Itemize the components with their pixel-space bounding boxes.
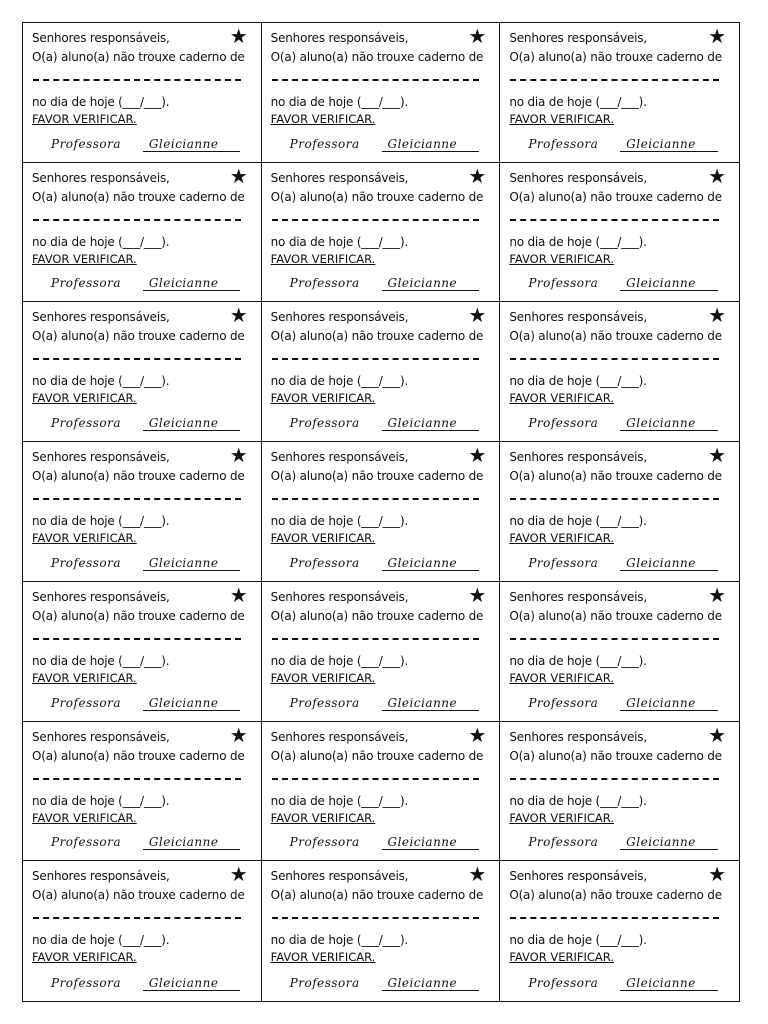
star-icon: ★	[708, 443, 726, 468]
message-text: O(a) aluno(a) não trouxe caderno de	[32, 748, 245, 763]
signature-line	[528, 696, 717, 711]
signature-line	[528, 137, 717, 152]
notice-card	[23, 582, 262, 722]
message-text: O(a) aluno(a) não trouxe caderno de	[270, 608, 484, 623]
blank-subject-line	[33, 358, 241, 360]
star-icon: ★	[229, 582, 248, 607]
teacher-name: Gleicianne	[143, 835, 241, 850]
notice-card	[23, 442, 262, 582]
star-icon: ★	[708, 582, 726, 607]
message-text: O(a) aluno(a) não trouxe caderno de	[509, 50, 722, 64]
teacher-name: Gleicianne	[143, 556, 241, 571]
notice-card	[500, 722, 739, 862]
star-icon: ★	[468, 862, 487, 887]
greeting-text: Senhores responsáveis,	[509, 729, 647, 744]
date-text: no dia de hoje (___/___).	[32, 234, 170, 249]
teacher-name: Gleicianne	[620, 556, 718, 571]
teacher-name: Gleicianne	[620, 137, 718, 152]
teacher-role-label: Professora	[528, 695, 599, 710]
message-text: O(a) aluno(a) não trouxe caderno de	[509, 189, 722, 204]
blank-subject-line	[272, 778, 480, 780]
star-icon: ★	[708, 862, 726, 887]
greeting-text: Senhores responsáveis,	[270, 729, 409, 744]
teacher-role-label: Professora	[289, 555, 360, 570]
signature-line	[51, 556, 240, 571]
blank-subject-line	[33, 498, 241, 500]
message-text: O(a) aluno(a) não trouxe caderno de	[270, 748, 484, 763]
blank-subject-line	[272, 358, 480, 360]
notice-card	[23, 163, 262, 303]
greeting-text: Senhores responsáveis,	[32, 31, 170, 45]
teacher-name: Gleicianne	[382, 137, 480, 152]
verify-text: FAVOR VERIFICAR.	[32, 531, 137, 546]
date-text: no dia de hoje (___/___).	[509, 374, 647, 389]
star-icon: ★	[229, 443, 248, 468]
notice-card	[262, 163, 501, 303]
greeting-text: Senhores responsáveis,	[270, 310, 409, 325]
signature-line	[290, 556, 479, 571]
star-icon: ★	[708, 24, 726, 48]
message-text: O(a) aluno(a) não trouxe caderno de	[509, 608, 722, 623]
blank-subject-line	[33, 917, 241, 919]
blank-subject-line	[33, 638, 241, 640]
teacher-name: Gleicianne	[143, 696, 241, 711]
signature-line	[51, 976, 240, 991]
teacher-role-label: Professora	[51, 835, 122, 850]
star-icon: ★	[468, 582, 487, 607]
signature-line	[51, 276, 240, 291]
teacher-name: Gleicianne	[143, 137, 241, 152]
greeting-text: Senhores responsáveis,	[270, 450, 409, 465]
star-icon: ★	[229, 862, 248, 887]
teacher-role-label: Professora	[289, 136, 360, 151]
teacher-name: Gleicianne	[620, 276, 718, 291]
signature-line	[51, 696, 240, 711]
notice-card	[500, 582, 739, 722]
greeting-text: Senhores responsáveis,	[270, 589, 409, 604]
teacher-role-label: Professora	[528, 276, 599, 291]
blank-subject-line	[272, 219, 480, 221]
notice-card	[262, 442, 501, 582]
verify-text: FAVOR VERIFICAR.	[270, 251, 376, 266]
verify-text: FAVOR VERIFICAR.	[270, 670, 376, 685]
date-text: no dia de hoje (___/___).	[270, 793, 409, 808]
verify-text: FAVOR VERIFICAR.	[509, 950, 615, 965]
greeting-text: Senhores responsáveis,	[32, 170, 170, 185]
verify-text: FAVOR VERIFICAR.	[509, 531, 615, 546]
teacher-role-label: Professora	[528, 136, 599, 151]
greeting-text: Senhores responsáveis,	[32, 589, 170, 604]
date-text: no dia de hoje (___/___).	[270, 95, 409, 109]
greeting-text: Senhores responsáveis,	[270, 170, 409, 185]
signature-line	[290, 137, 479, 152]
teacher-name: Gleicianne	[382, 835, 480, 850]
blank-subject-line	[510, 917, 719, 919]
blank-subject-line	[272, 79, 480, 81]
message-text: O(a) aluno(a) não trouxe caderno de	[270, 888, 484, 903]
blank-subject-line	[272, 917, 480, 919]
greeting-text: Senhores responsáveis,	[509, 31, 647, 45]
date-text: no dia de hoje (___/___).	[270, 234, 409, 249]
blank-subject-line	[33, 79, 241, 81]
notice-card	[23, 302, 262, 442]
teacher-name: Gleicianne	[620, 416, 718, 431]
star-icon: ★	[229, 303, 248, 328]
teacher-role-label: Professora	[528, 835, 599, 850]
verify-text: FAVOR VERIFICAR.	[270, 391, 376, 406]
verify-text: FAVOR VERIFICAR.	[509, 670, 615, 685]
signature-line	[528, 835, 717, 850]
verify-text: FAVOR VERIFICAR.	[32, 391, 137, 406]
message-text: O(a) aluno(a) não trouxe caderno de	[509, 748, 722, 763]
message-text: O(a) aluno(a) não trouxe caderno de	[270, 329, 484, 344]
verify-text: FAVOR VERIFICAR.	[509, 391, 615, 406]
verify-text: FAVOR VERIFICAR.	[270, 810, 376, 825]
star-icon: ★	[229, 24, 248, 48]
teacher-name: Gleicianne	[143, 976, 241, 991]
verify-text: FAVOR VERIFICAR.	[509, 251, 615, 266]
date-text: no dia de hoje (___/___).	[270, 514, 409, 529]
verify-text: FAVOR VERIFICAR.	[32, 810, 137, 825]
signature-line	[528, 276, 717, 291]
verify-text: FAVOR VERIFICAR.	[32, 670, 137, 685]
message-text: O(a) aluno(a) não trouxe caderno de	[270, 50, 484, 64]
blank-subject-line	[33, 778, 241, 780]
greeting-text: Senhores responsáveis,	[32, 729, 170, 744]
teacher-role-label: Professora	[51, 136, 122, 151]
teacher-role-label: Professora	[51, 416, 122, 431]
teacher-role-label: Professora	[528, 555, 599, 570]
signature-line	[528, 416, 717, 431]
date-text: no dia de hoje (___/___).	[32, 95, 170, 109]
teacher-name: Gleicianne	[382, 276, 480, 291]
blank-subject-line	[510, 638, 719, 640]
message-text: O(a) aluno(a) não trouxe caderno de	[32, 50, 245, 64]
message-text: O(a) aluno(a) não trouxe caderno de	[32, 888, 245, 903]
date-text: no dia de hoje (___/___).	[509, 95, 647, 109]
greeting-text: Senhores responsáveis,	[32, 310, 170, 325]
signature-line	[290, 276, 479, 291]
star-icon: ★	[229, 163, 248, 188]
date-text: no dia de hoje (___/___).	[509, 933, 647, 948]
teacher-role-label: Professora	[51, 695, 122, 710]
signature-line	[290, 976, 479, 991]
greeting-text: Senhores responsáveis,	[270, 31, 409, 45]
teacher-name: Gleicianne	[620, 835, 718, 850]
blank-subject-line	[510, 778, 719, 780]
signature-line	[51, 137, 240, 152]
notice-card	[500, 302, 739, 442]
teacher-role-label: Professora	[51, 276, 122, 291]
notice-card	[262, 302, 501, 442]
notice-card	[23, 722, 262, 862]
signature-line	[528, 556, 717, 571]
greeting-text: Senhores responsáveis,	[509, 869, 647, 884]
date-text: no dia de hoje (___/___).	[32, 933, 170, 948]
verify-text: FAVOR VERIFICAR.	[32, 112, 137, 126]
signature-line	[528, 976, 717, 991]
greeting-text: Senhores responsáveis,	[32, 450, 170, 465]
star-icon: ★	[708, 163, 726, 188]
notice-card	[23, 861, 262, 1001]
teacher-name: Gleicianne	[143, 416, 241, 431]
date-text: no dia de hoje (___/___).	[270, 933, 409, 948]
teacher-name: Gleicianne	[382, 976, 480, 991]
notice-sheet	[22, 22, 740, 1002]
notice-card	[500, 163, 739, 303]
teacher-role-label: Professora	[289, 416, 360, 431]
star-icon: ★	[708, 303, 726, 328]
teacher-role-label: Professora	[51, 555, 122, 570]
teacher-role-label: Professora	[528, 416, 599, 431]
verify-text: FAVOR VERIFICAR.	[270, 950, 376, 965]
star-icon: ★	[468, 722, 487, 747]
message-text: O(a) aluno(a) não trouxe caderno de	[32, 608, 245, 623]
blank-subject-line	[272, 638, 480, 640]
teacher-role-label: Professora	[289, 695, 360, 710]
verify-text: FAVOR VERIFICAR.	[509, 112, 615, 126]
message-text: O(a) aluno(a) não trouxe caderno de	[32, 469, 245, 484]
notice-card	[262, 722, 501, 862]
teacher-name: Gleicianne	[620, 696, 718, 711]
message-text: O(a) aluno(a) não trouxe caderno de	[32, 329, 245, 344]
notice-card	[500, 861, 739, 1001]
date-text: no dia de hoje (___/___).	[32, 653, 170, 668]
teacher-name: Gleicianne	[143, 276, 241, 291]
greeting-text: Senhores responsáveis,	[509, 450, 647, 465]
blank-subject-line	[510, 219, 719, 221]
date-text: no dia de hoje (___/___).	[270, 653, 409, 668]
greeting-text: Senhores responsáveis,	[509, 589, 647, 604]
signature-line	[51, 416, 240, 431]
teacher-name: Gleicianne	[620, 976, 718, 991]
blank-subject-line	[272, 498, 480, 500]
date-text: no dia de hoje (___/___).	[509, 653, 647, 668]
teacher-role-label: Professora	[289, 276, 360, 291]
notice-card	[500, 23, 739, 163]
teacher-role-label: Professora	[289, 835, 360, 850]
star-icon: ★	[229, 722, 248, 747]
date-text: no dia de hoje (___/___).	[32, 793, 170, 808]
teacher-name: Gleicianne	[382, 696, 480, 711]
blank-subject-line	[33, 219, 241, 221]
greeting-text: Senhores responsáveis,	[270, 869, 409, 884]
message-text: O(a) aluno(a) não trouxe caderno de	[32, 189, 245, 204]
verify-text: FAVOR VERIFICAR.	[32, 950, 137, 965]
notice-card	[500, 442, 739, 582]
message-text: O(a) aluno(a) não trouxe caderno de	[270, 189, 484, 204]
teacher-name: Gleicianne	[382, 556, 480, 571]
blank-subject-line	[510, 79, 719, 81]
date-text: no dia de hoje (___/___).	[509, 234, 647, 249]
star-icon: ★	[468, 303, 487, 328]
teacher-role-label: Professora	[289, 975, 360, 990]
date-text: no dia de hoje (___/___).	[32, 374, 170, 389]
star-icon: ★	[708, 722, 726, 747]
notice-card	[262, 582, 501, 722]
date-text: no dia de hoje (___/___).	[270, 374, 409, 389]
message-text: O(a) aluno(a) não trouxe caderno de	[509, 329, 722, 344]
notice-card	[23, 23, 262, 163]
notice-card	[262, 861, 501, 1001]
teacher-name: Gleicianne	[382, 416, 480, 431]
teacher-role-label: Professora	[528, 975, 599, 990]
notice-card	[262, 23, 501, 163]
date-text: no dia de hoje (___/___).	[509, 514, 647, 529]
blank-subject-line	[510, 498, 719, 500]
teacher-role-label: Professora	[51, 975, 122, 990]
verify-text: FAVOR VERIFICAR.	[270, 112, 376, 126]
message-text: O(a) aluno(a) não trouxe caderno de	[509, 888, 722, 903]
verify-text: FAVOR VERIFICAR.	[32, 251, 137, 266]
date-text: no dia de hoje (___/___).	[509, 793, 647, 808]
signature-line	[290, 696, 479, 711]
message-text: O(a) aluno(a) não trouxe caderno de	[509, 469, 722, 484]
verify-text: FAVOR VERIFICAR.	[509, 810, 615, 825]
blank-subject-line	[510, 358, 719, 360]
greeting-text: Senhores responsáveis,	[509, 170, 647, 185]
star-icon: ★	[468, 163, 487, 188]
date-text: no dia de hoje (___/___).	[32, 514, 170, 529]
star-icon: ★	[468, 24, 487, 48]
star-icon: ★	[468, 443, 487, 468]
signature-line	[290, 416, 479, 431]
signature-line	[290, 835, 479, 850]
greeting-text: Senhores responsáveis,	[32, 869, 170, 884]
greeting-text: Senhores responsáveis,	[509, 310, 647, 325]
verify-text: FAVOR VERIFICAR.	[270, 531, 376, 546]
signature-line	[51, 835, 240, 850]
message-text: O(a) aluno(a) não trouxe caderno de	[270, 469, 484, 484]
